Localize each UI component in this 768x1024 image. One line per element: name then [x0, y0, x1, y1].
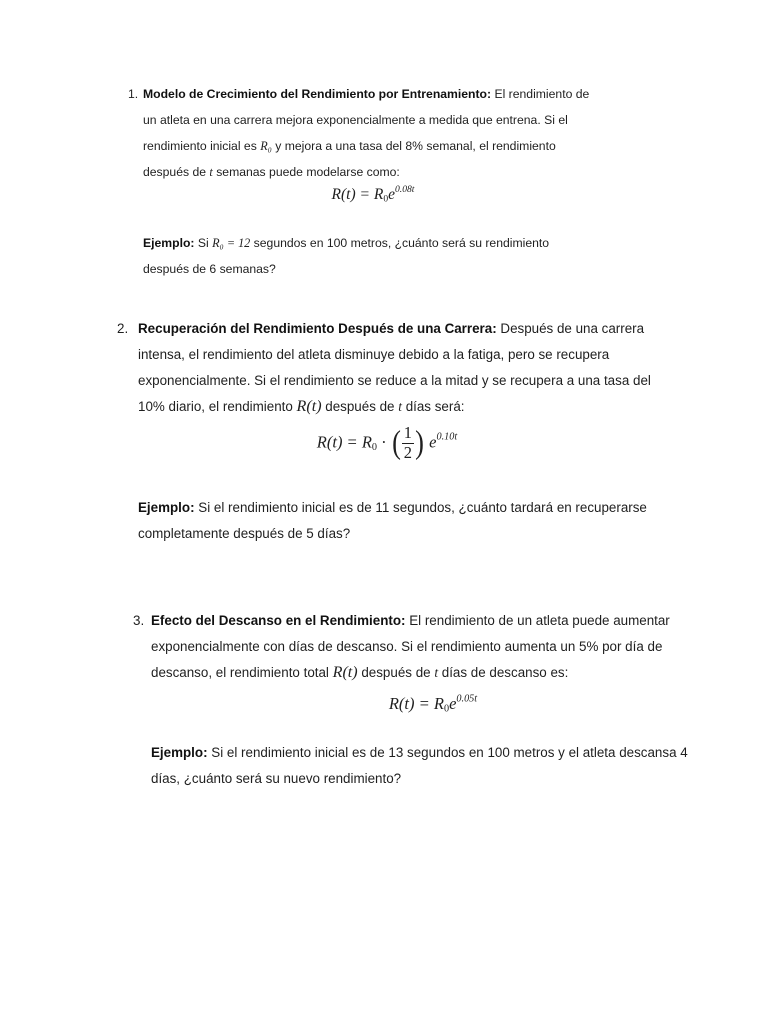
- problem-2-statement: [138, 316, 662, 420]
- formula-2-right-paren: ): [415, 424, 424, 461]
- problem-3-number: 3.: [133, 613, 145, 628]
- problem-1-example: [143, 230, 593, 282]
- problem-3-statement: [151, 608, 703, 686]
- formula-2-cdot: ·: [377, 432, 391, 452]
- problem-3-t: t: [434, 665, 439, 680]
- formula-2-exponent: 0.10t: [436, 431, 458, 443]
- formula-2-fraction: [402, 424, 414, 463]
- problem-3-example-label: Ejemplo:: [151, 745, 208, 760]
- problem-2-text-b: después de: [321, 399, 399, 414]
- problem-1-example-label: Ejemplo:: [143, 236, 195, 250]
- problem-1-t: t: [209, 165, 213, 179]
- formula-3-e: e: [449, 694, 457, 713]
- problem-2-example-label: Ejemplo:: [138, 500, 195, 515]
- problem-2-text-a: Después de una carrera intensa, el rendimiento del atleta disminuye debido a la fatiga, pero se recupera exponencialmente. Si el rendimiento se reduce a la mitad y se recupera a una tasa del 10% diario, el rendimiento: [138, 321, 651, 414]
- problem-3-example: [151, 740, 711, 792]
- formula-1-e: e: [388, 186, 395, 203]
- formula-1-exponent: 0.08t: [395, 183, 415, 195]
- problem-3-text-b: después de: [357, 665, 435, 680]
- problem-3-title: Efecto del Descanso en el Rendimiento:: [151, 613, 406, 628]
- formula-2-denominator: 2: [403, 442, 413, 462]
- problem-2-example: [138, 495, 658, 547]
- formula-2-left-paren: (: [391, 424, 401, 461]
- problem-3-rt: R(t): [332, 664, 358, 681]
- problem-2-number: 2.: [117, 321, 129, 336]
- problem-1-number: 1.: [128, 87, 139, 101]
- formula-2-numerator: 1: [403, 423, 413, 442]
- formula-2-sub: 0: [371, 441, 378, 453]
- formula-3-exponent: 0.05t: [456, 693, 478, 705]
- problem-1-formula: [128, 183, 618, 205]
- problem-1-example-a: Si: [197, 236, 213, 250]
- problem-1-title: Modelo de Crecimiento del Rendimiento por Entrenamiento:: [143, 87, 492, 101]
- problem-2-text-c: días será:: [401, 399, 465, 414]
- problem-3: [133, 608, 703, 686]
- problem-1-text-c: semanas puede modelarse como:: [212, 165, 400, 179]
- problem-1-example-math: R₀ = 12: [212, 236, 251, 250]
- problem-2-title: Recuperación del Rendimiento Después de una Carrera:: [138, 321, 497, 336]
- formula-2-e: e: [429, 432, 437, 452]
- problem-2-t: t: [398, 399, 402, 414]
- problem-3-example-text: Si el rendimiento inicial es de 13 segundos en 100 metros y el atleta descansa 4 días, ¿cuánto será su nuevo rendimiento?: [151, 745, 688, 786]
- problem-1-text-b: y mejora a una tasa del 8% semanal, el rendimiento después de: [143, 139, 556, 179]
- problem-2: [117, 316, 662, 420]
- formula-3-sub: 0: [443, 703, 450, 715]
- formula-3-lhs: R(t) = R: [388, 694, 444, 713]
- problem-1-example-b: segundos en 100 metros, ¿cuánto será su rendimiento después de 6 semanas?: [143, 236, 550, 276]
- problem-1: [128, 81, 598, 185]
- problem-2-rt: R(t): [296, 398, 322, 415]
- problem-1-text-a: El rendimiento de un atleta en una carrera mejora exponencialmente a medida que entrena. Si el rendimiento inicial es: [143, 87, 590, 153]
- formula-2-lhs: R(t) = R: [316, 432, 372, 452]
- problem-3-text-c: días de descanso es:: [438, 665, 569, 680]
- problem-3-formula: [133, 694, 733, 714]
- problem-2-formula: [117, 424, 657, 463]
- problem-2-example-text: Si el rendimiento inicial es de 11 segundos, ¿cuánto tardará en recuperarse completamente después de 5 días?: [138, 500, 647, 541]
- problem-3-text-a: El rendimiento de un atleta puede aumentar exponencialmente con días de descanso. Si el rendimiento aumenta un 5% por día de descanso, el rendimiento total: [151, 613, 670, 680]
- formula-1-sub: 0: [383, 193, 389, 205]
- problem-1-r0: R₀: [260, 139, 272, 153]
- problem-1-statement: [143, 81, 598, 185]
- formula-1-lhs: R(t) = R: [331, 186, 384, 203]
